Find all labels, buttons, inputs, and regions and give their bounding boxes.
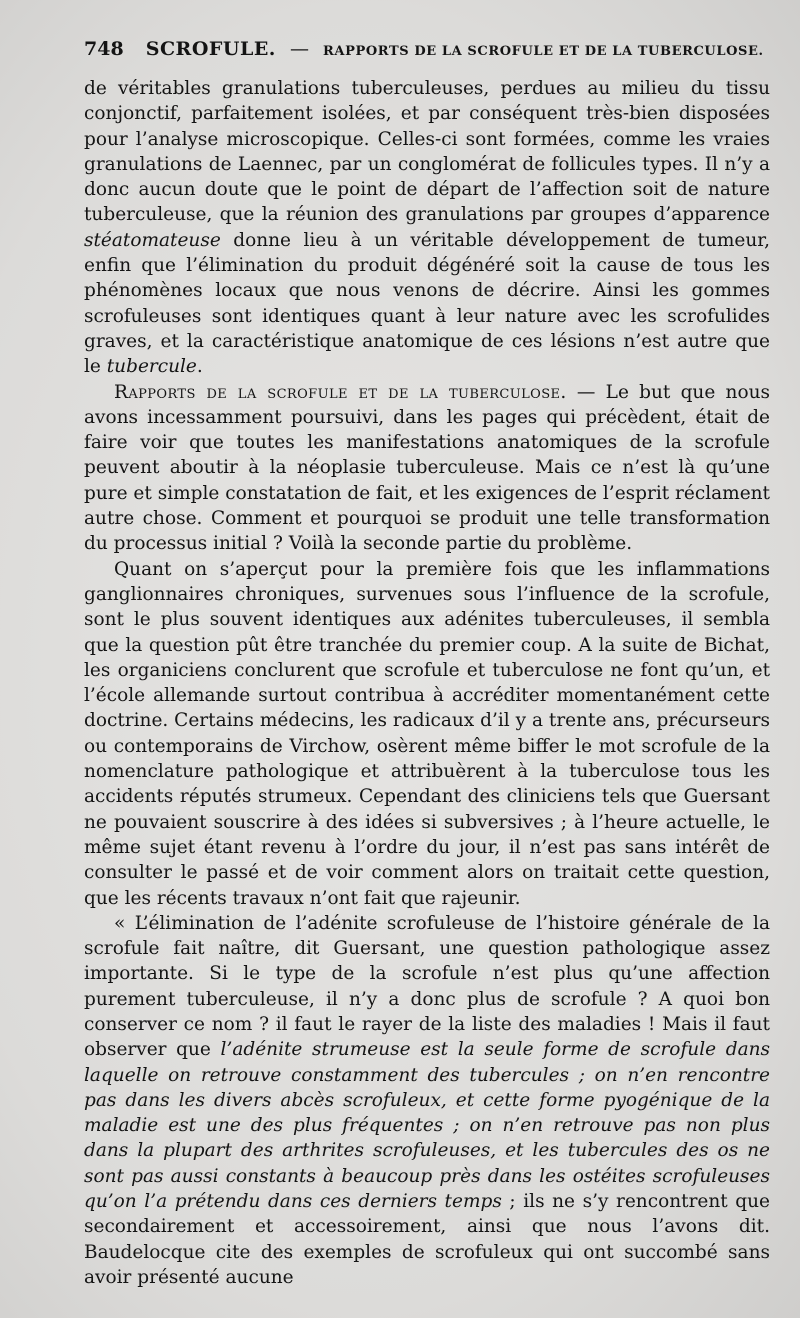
p1-text-e: . (196, 356, 203, 378)
section-heading: Rapports de la scrofule et de la tuberculose. (114, 381, 567, 403)
header-dash: — (289, 38, 309, 60)
p2-text: — Le but que nous avons incessamment poursuivi, dans les pages qui précèdent, était de faire voir que toutes les manifestations anatomiques de la scrofule peuvent aboutir à la néoplasie tuberculeuse. Mais ce n’est là qu’une pure et simple constatation de fait, et les exigences de l’esprit réclament autre chose. Comment et pourquoi se produit une telle transformation du processus initial ? Voilà la seconde partie du problème. (84, 381, 771, 555)
body-text (84, 76, 770, 1290)
paragraph-3: Quant on s’aperçut pour la première fois que les inflammations ganglionnaires chroniques, survenues sous l’influence de la scrofule, sont le plus souvent identiques aux adénites tuberculeuses, il sembla que la question pût être tranchée du premier coup. A la suite de Bichat, les organiciens conclurent que scrofule et tuberculose ne font qu’un, et l’école allemande surtout contribua à accréditer momentanément cette doctrine. Certains médecins, les radicaux d’il y a trente ans, précurseurs ou contemporains de Virchow, osèrent même biffer le mot scrofule de la nomenclature pathologique et attribuèrent à la tuberculose tous les accidents réputés strumeux. Cependant des cliniciens tels que Guersant ne pouvaient souscrire à des idées si subversives ; à l’heure actuelle, le même sujet étant revenu à l’ordre du jour, il n’est pas sans intérêt de consulter le passé et de voir comment alors on traitait cette question, que les récents travaux n’ont fait que rajeunir. (84, 558, 770, 909)
running-header (84, 38, 764, 60)
p1-italic-d: tubercule (106, 356, 197, 378)
paragraph-4 (84, 911, 770, 1290)
p4-italic-b: l’adénite strumeuse est la seule forme de scrofule dans laquelle on retrouve constamment des tubercules ; on n’en rencontre pas dans les divers abcès scrofuleux, et cette forme pyogénique de la maladie est une des plus fréquentes ; on n’en retrouve pas non plus dans la plupart des arthrites scrofuleuses, et les tubercules des os ne sont pas aussi constants à beaucoup près dans les ostéites scrofuleuses qu’on l’a prétendu dans ces derniers temps (84, 1039, 771, 1213)
p1-italic-b: stéatomateuse (84, 229, 221, 251)
page-number: 748 (84, 38, 124, 60)
p4-text-a: « L’élimination de l’adénite scrofuleuse de l’histoire générale de la scrofule fait naître, dit Guersant, une question pathologique assez importante. Si le type de la scrofule n’est plus qu’une affection purement tuberculeuse, il n’y a donc plus de scrofule ? A quoi bon conserver ce nom ? il faut le rayer de la liste des maladies ! Mais il faut observer que (84, 912, 770, 1061)
paragraph-2 (84, 380, 770, 557)
header-title: SCROFULE. (145, 38, 276, 60)
p1-text-c: donne lieu à un véritable développement de tumeur, enfin que l’élimination du produit dégénéré soit la cause de tous les phénomènes locaux que nous venons de décrire. Ainsi les gommes scrofuleuses sont identiques quant à leur nature avec les scrofulides graves, et la caractéristique anatomique de ces lésions n’est autre que le (84, 229, 770, 378)
header-subtitle: RAPPORTS DE LA SCROFULE ET DE LA TUBERCULOSE. (323, 44, 764, 59)
p4-text-c: ; ils ne s’y rencontrent que secondairement et accessoirement, ainsi que nous l’avons dit. Baudelocque cite des exemples de scrofuleux qui ont succombé sans avoir présenté aucune (84, 1191, 770, 1288)
paragraph-1 (84, 76, 770, 380)
p1-text-a: de véritables granulations tuberculeuses, perdues au milieu du tissu conjonctif, parfaitement isolées, et par conséquent très-bien disposées pour l’analyse microscopique. Celles-ci sont formées, comme les vraies granulations de Laennec, par un conglomérat de follicules types. Il n’y a donc aucun doute que le point de départ de l’affection soit de nature tuberculeuse, que la réunion des granulations par groupes d’apparence (84, 78, 770, 226)
